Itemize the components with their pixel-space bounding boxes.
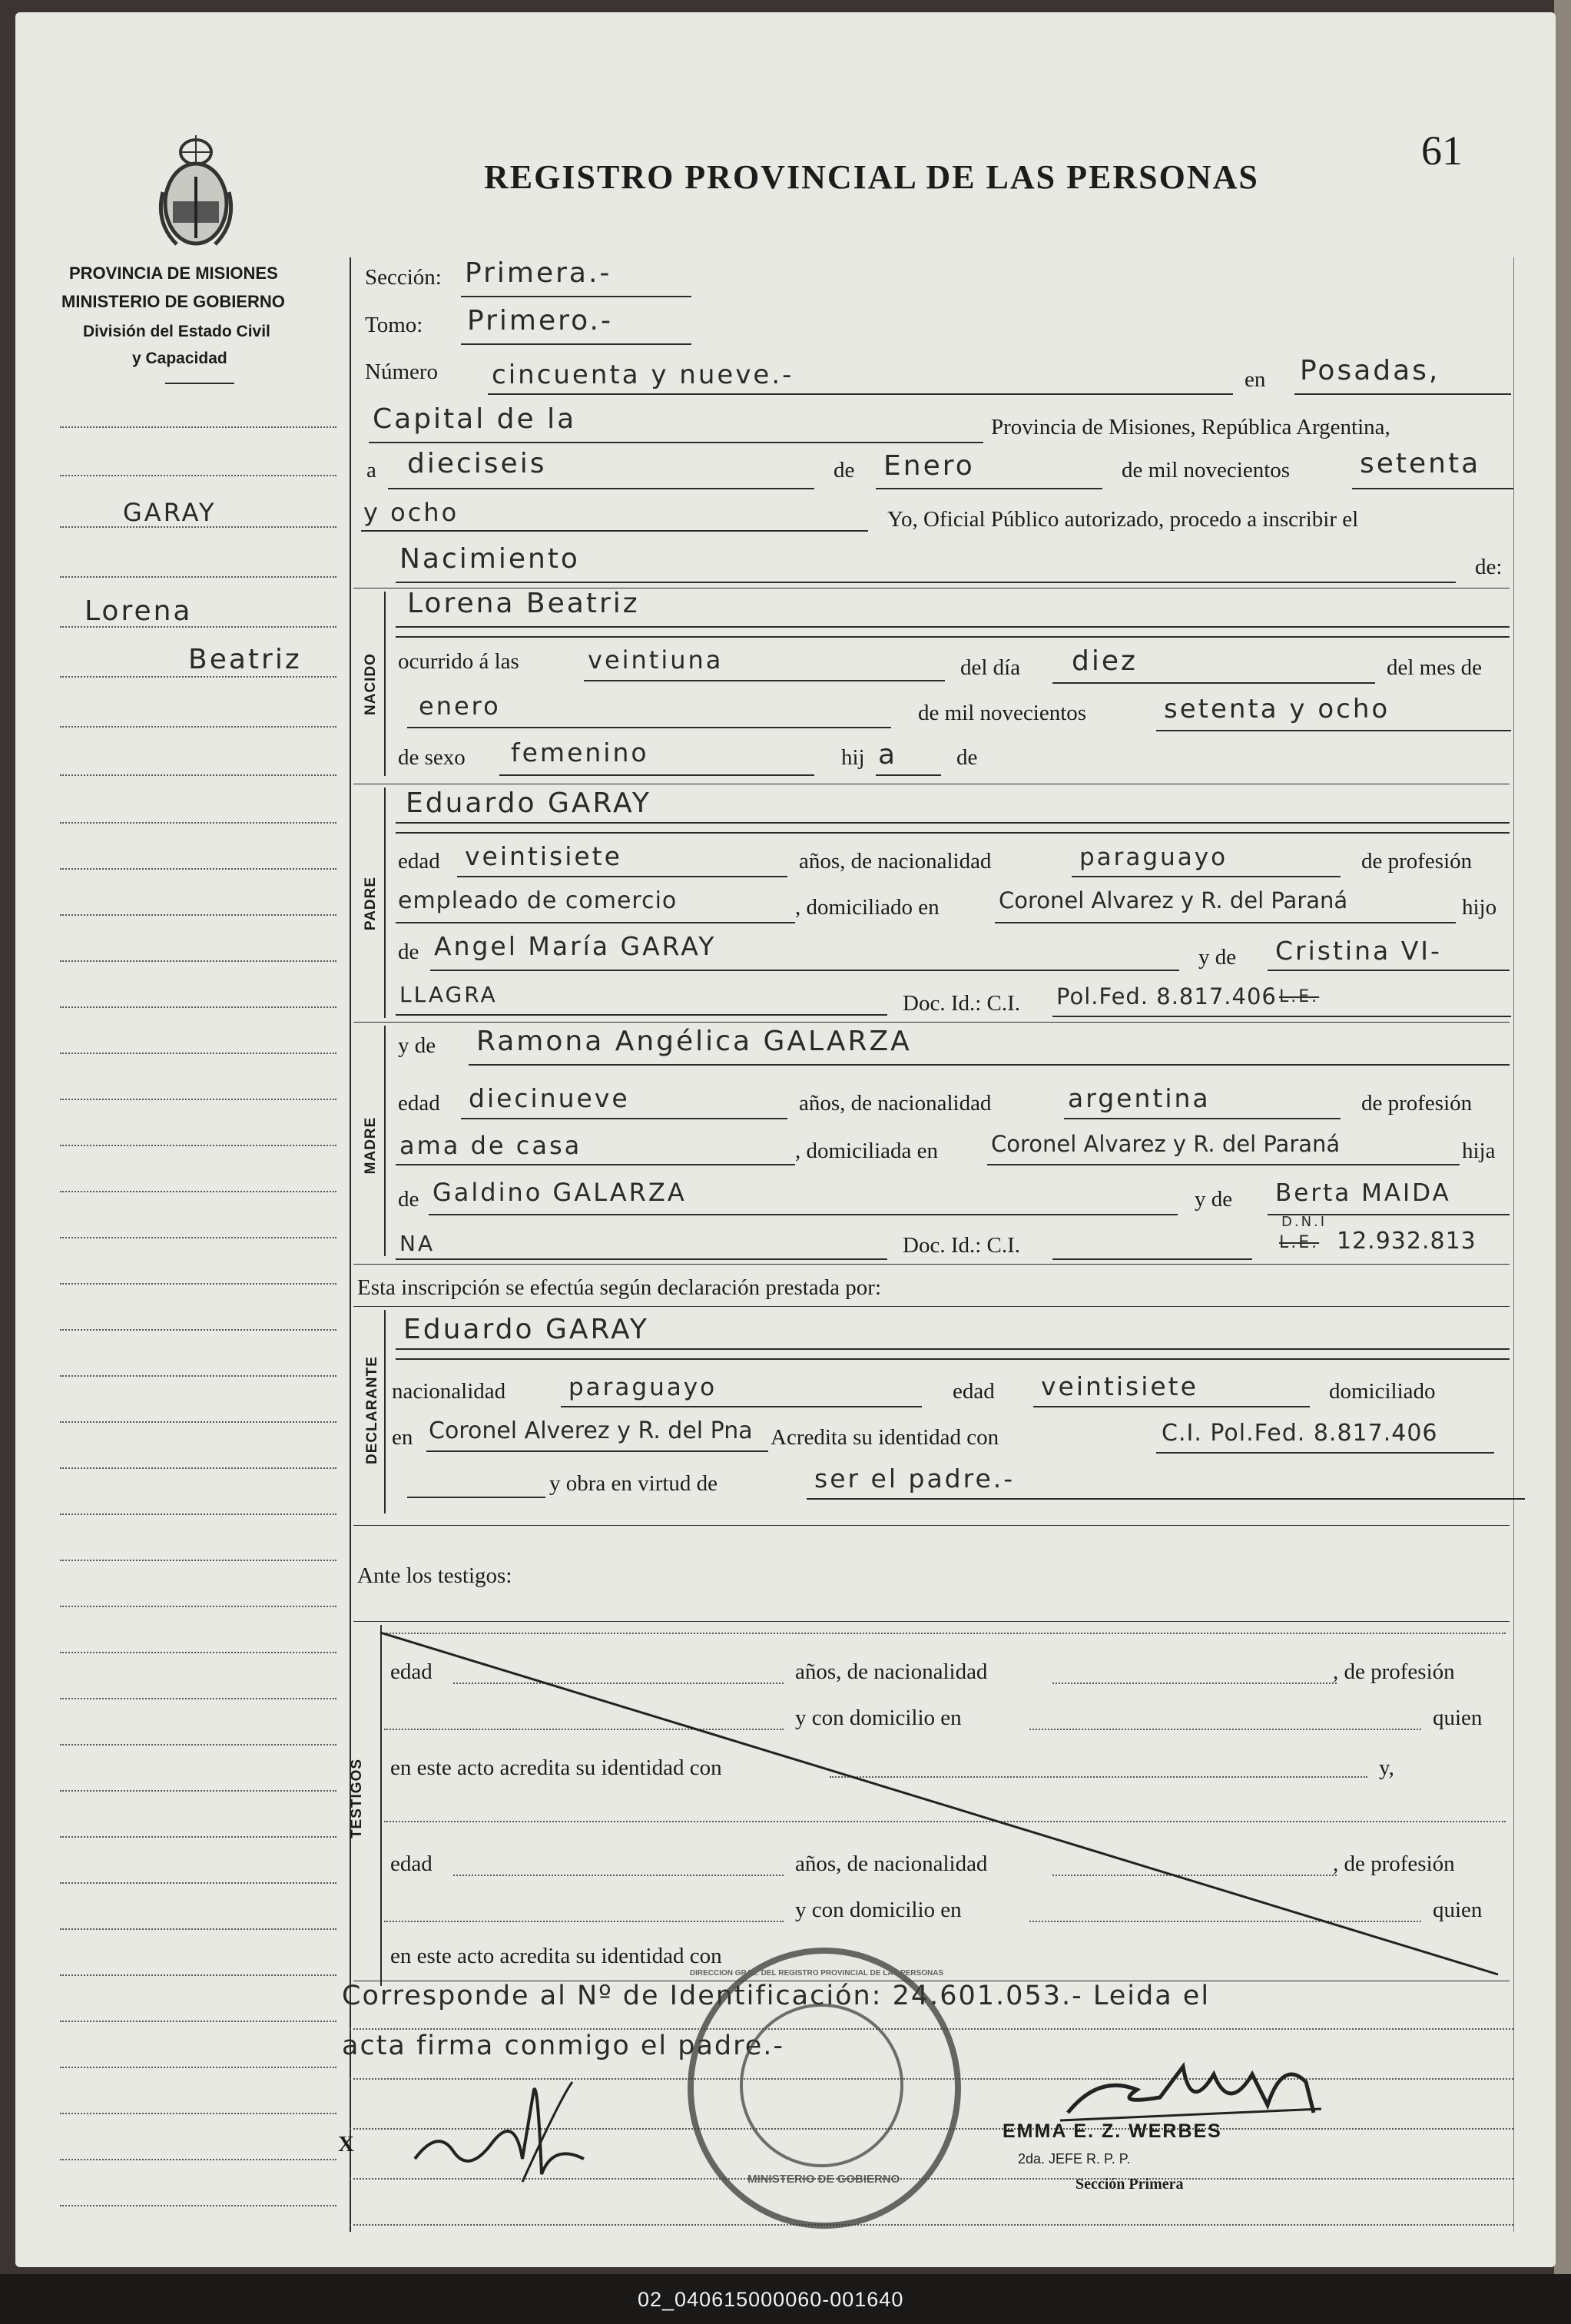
- numero-value: cincuenta y nueve.-: [492, 360, 794, 390]
- madre-profesion-label: de profesión: [1361, 1091, 1473, 1116]
- padre-y-de-label: y de: [1198, 945, 1237, 970]
- signature-x-mark: X: [338, 2132, 354, 2157]
- madre-doc-label: Doc. Id.: C.I.: [903, 1233, 1021, 1258]
- madre-doc-struck: L.E.: [1279, 1233, 1320, 1252]
- testigo2-edad-label: edad: [390, 1852, 433, 1876]
- footer-file-label: 02_040615000060-001640: [638, 2288, 904, 2311]
- padre-profesion-label: de profesión: [1361, 849, 1473, 874]
- padre-domicilio: Coronel Alvarez y R. del Paraná: [999, 887, 1348, 913]
- de-label: de: [834, 458, 855, 482]
- anio-value-1: setenta: [1360, 448, 1481, 479]
- padre-nombre: Eduardo GARAY: [406, 787, 651, 819]
- province-name: PROVINCIA DE MISIONES: [69, 264, 278, 283]
- capital-value: Capital de la: [373, 403, 577, 435]
- madre-nombre: Ramona Angélica GALARZA: [476, 1026, 912, 1057]
- mes-nac-value: enero: [419, 691, 501, 721]
- testigo2-anos-label: años, de nacionalidad: [795, 1852, 988, 1876]
- padre-domicilio-label: , domiciliado en: [795, 895, 940, 920]
- testigo2-quien-label: quien: [1433, 1898, 1483, 1922]
- hij-label: hij: [841, 745, 865, 770]
- page-number: 61: [1421, 128, 1463, 174]
- dia-value: dieciseis: [407, 448, 547, 479]
- stamp-top-text: DIRECCION GRAL. DEL REGISTRO PROVINCIAL DE LAS PERSONAS: [689, 1969, 944, 1978]
- seccion-value: Primera.-: [465, 257, 612, 289]
- testigo2-acredita-label: en este acto acredita su identidad con: [390, 1944, 722, 1968]
- hija-suffix: a: [878, 739, 898, 771]
- de-colon-label: de:: [1475, 555, 1503, 579]
- margin-first-name: Lorena: [85, 595, 193, 627]
- section-label-nacido: NACIDO: [363, 653, 379, 715]
- de-label-2: de: [956, 745, 978, 770]
- numero-label: Número: [365, 360, 439, 384]
- madre-y-de-label-2: y de: [1195, 1187, 1233, 1212]
- madre-de-label: de: [398, 1187, 419, 1212]
- declarante-nacionalidad: paraguayo: [568, 1374, 718, 1401]
- padre-nac-label: años, de nacionalidad: [799, 849, 992, 874]
- margin-surname: GARAY: [123, 498, 217, 527]
- officer-title: 2da. JEFE R. P. P.: [1018, 2151, 1131, 2167]
- testigos-label: Ante los testigos:: [357, 1563, 512, 1588]
- madre-nacionalidad: argentina: [1068, 1083, 1211, 1113]
- padre-de-label: de: [398, 940, 419, 964]
- madre-domicilio: Coronel Alvarez y R. del Paraná: [991, 1131, 1341, 1157]
- madre-doc: 12.932.813: [1337, 1228, 1477, 1255]
- testigo1-acredita-label: en este acto acredita su identidad con: [390, 1755, 722, 1780]
- padre-doc-label: Doc. Id.: C.I.: [903, 991, 1021, 1016]
- ocurrido-label: ocurrido á las: [398, 649, 519, 674]
- margin-second-name: Beatriz: [188, 644, 302, 675]
- coat-of-arms-emblem: [154, 131, 238, 254]
- testigo2-domicilio-label: y con domicilio en: [795, 1898, 962, 1922]
- declarante-nac-label: nacionalidad: [392, 1379, 506, 1404]
- testigo1-y-label: y,: [1379, 1755, 1394, 1780]
- division-line-1: División del Estado Civil: [83, 323, 270, 340]
- padre-edad-label: edad: [398, 849, 440, 874]
- madre-profesion: ama de casa: [399, 1131, 582, 1160]
- hora-value: veintiuna: [588, 645, 724, 675]
- section-label-declarante: DECLARANTE: [364, 1356, 380, 1464]
- de-mil-novecientos-label-2: de mil novecientos: [918, 701, 1087, 725]
- madre-nac-label: años, de nacionalidad: [799, 1091, 992, 1116]
- padre-profesion: empleado de comercio: [398, 887, 678, 914]
- padre-edad: veintisiete: [465, 841, 622, 871]
- hijo-label: hijo: [1462, 895, 1497, 920]
- madre-doc-type: D.N.I: [1281, 1214, 1327, 1230]
- padre-nacionalidad: paraguayo: [1079, 844, 1228, 871]
- declarant-signature: [407, 2067, 607, 2197]
- witnesses-strike-line: [376, 1625, 1506, 1978]
- declarante-en-label: en: [392, 1425, 413, 1450]
- madre-edad: diecinueve: [469, 1083, 630, 1113]
- declarante-documento: C.I. Pol.Fed. 8.817.406: [1162, 1420, 1438, 1447]
- tomo-value: Primero.-: [467, 305, 613, 336]
- del-dia-label: del día: [960, 655, 1021, 680]
- page-edge: [1554, 0, 1571, 2274]
- tomo-label: Tomo:: [365, 313, 423, 337]
- declarante-nombre: Eduardo GARAY: [403, 1314, 649, 1345]
- officer-section: Sección Primera: [1076, 2176, 1184, 2193]
- acredita-label: Acredita su identidad con: [771, 1425, 999, 1450]
- note-line-2: acta firma conmigo el padre.-: [342, 2031, 785, 2061]
- hija-label: hija: [1462, 1139, 1496, 1163]
- madre-abuelo: Galdino GALARZA: [433, 1178, 687, 1207]
- section-label-testigos: TESTIGOS: [349, 1758, 365, 1839]
- nacido-nombre: Lorena Beatriz: [407, 588, 640, 619]
- padre-abuela-2: LLAGRA: [399, 982, 498, 1007]
- domiciliado-label: domiciliado: [1329, 1379, 1436, 1404]
- obra-label: y obra en virtud de: [549, 1471, 718, 1496]
- seccion-label: Sección:: [365, 265, 442, 290]
- division-line-2: y Capacidad: [132, 350, 227, 367]
- madre-y-de-label: y de: [398, 1033, 436, 1058]
- a-label: a: [366, 458, 376, 482]
- madre-edad-label: edad: [398, 1091, 440, 1116]
- declarante-edad: veintisiete: [1041, 1371, 1198, 1401]
- anio-nac-value: setenta y ocho: [1164, 694, 1390, 724]
- testigo1-profesion-label: , de profesión: [1333, 1659, 1455, 1684]
- padre-abuela-1: Cristina VI-: [1275, 936, 1442, 966]
- sexo-value: femenino: [511, 738, 649, 767]
- declarante-domicilio: Coronel Alverez y R. del Pna: [429, 1417, 753, 1444]
- section-label-madre: MADRE: [363, 1116, 379, 1175]
- de-sexo-label: de sexo: [398, 745, 466, 770]
- testigo1-domicilio-label: y con domicilio en: [795, 1706, 962, 1730]
- madre-abuela-2: NA: [399, 1231, 436, 1256]
- en-label: en: [1245, 367, 1266, 392]
- declarante-edad-label: edad: [953, 1379, 995, 1404]
- inscripcion-label: Esta inscripción se efectúa según declaración prestada por:: [357, 1275, 882, 1300]
- mes-value: Enero: [883, 450, 975, 482]
- official-seal-stamp: [688, 1948, 961, 2229]
- del-mes-de-label: del mes de: [1387, 655, 1483, 680]
- stamp-ring-text: MINISTERIO DE GOBIERNO: [747, 2173, 900, 2186]
- en-value: Posadas,: [1300, 355, 1440, 386]
- dia-nac-value: diez: [1072, 645, 1138, 677]
- anio-value-2: y ocho: [363, 498, 459, 527]
- officer-name: EMMA E. Z. WERBES: [1003, 2120, 1222, 2142]
- section-label-padre: PADRE: [363, 876, 379, 931]
- ministry-name: MINISTERIO DE GOBIERNO: [61, 292, 285, 311]
- padre-doc: Pol.Fed. 8.817.406: [1056, 983, 1277, 1009]
- testigo1-quien-label: quien: [1433, 1706, 1483, 1730]
- yo-oficial-label: Yo, Oficial Público autorizado, procedo a inscribir el: [887, 507, 1359, 532]
- madre-domicilio-label: , domiciliada en: [795, 1139, 939, 1163]
- testigo2-profesion-label: , de profesión: [1333, 1852, 1455, 1876]
- provincia-label: Provincia de Misiones, República Argentina,: [991, 415, 1390, 439]
- document-title: REGISTRO PROVINCIAL DE LAS PERSONAS: [484, 158, 1259, 196]
- testigo1-anos-label: años, de nacionalidad: [795, 1659, 988, 1684]
- note-line-1: Corresponde al Nº de Identificación: 24.601.053.- Leida el: [342, 1981, 1211, 2011]
- padre-abuelo: Angel María GARAY: [434, 931, 717, 961]
- acto-value: Nacimiento: [399, 543, 580, 575]
- padre-doc-struck: L.E.: [1279, 987, 1320, 1006]
- testigo1-edad-label: edad: [390, 1659, 433, 1684]
- de-mil-novecientos-label: de mil novecientos: [1122, 458, 1291, 482]
- madre-abuela-1: Berta MAIDA: [1275, 1179, 1451, 1207]
- declarante-virtud: ser el padre.-: [814, 1464, 1016, 1494]
